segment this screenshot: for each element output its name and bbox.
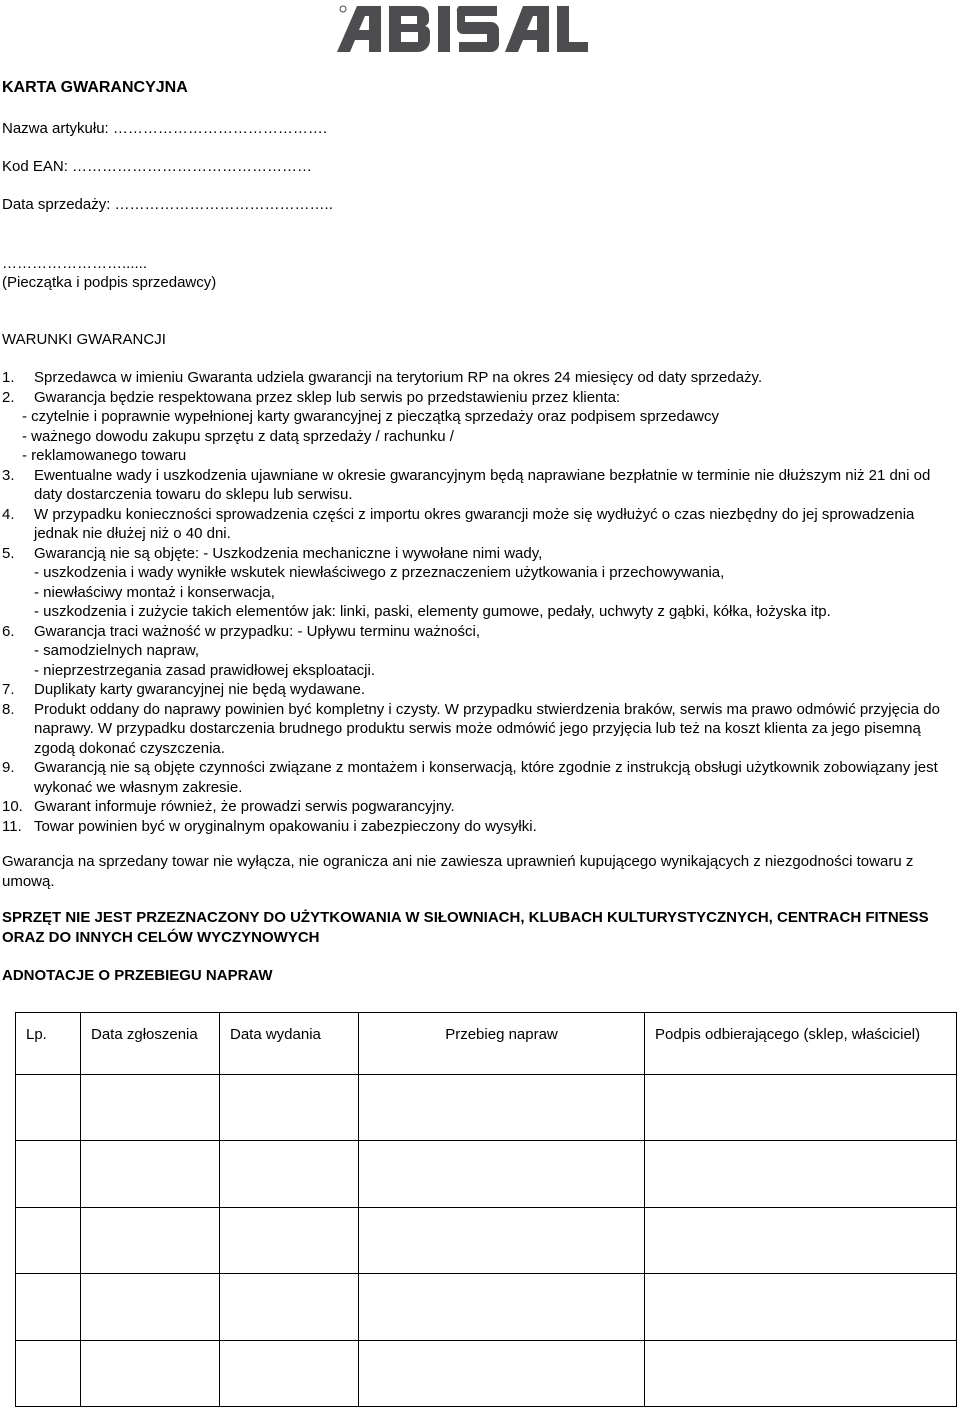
condition-number: 3. xyxy=(2,466,15,484)
condition-item xyxy=(2,368,952,388)
abisal-logo-graphic xyxy=(335,0,590,56)
table-cell[interactable] xyxy=(16,1141,81,1207)
table-cell[interactable] xyxy=(81,1075,220,1141)
consumer-rights-note: Gwarancja na sprzedany towar nie wyłącza, nie ogranicza ani nie zawiesza uprawnień kupującego wynikających z niezgodności towaru z umową. xyxy=(2,853,914,890)
table-cell[interactable] xyxy=(645,1340,957,1406)
condition-text: - samodzielnych napraw, xyxy=(34,642,200,659)
condition-item xyxy=(2,797,952,817)
condition-number: 6. xyxy=(2,622,15,640)
table-cell[interactable] xyxy=(16,1075,81,1141)
repairs-heading: ADNOTACJE O PRZEBIEGU NAPRAW xyxy=(2,967,273,984)
condition-item xyxy=(2,758,952,797)
table-cell[interactable] xyxy=(220,1075,359,1141)
condition-number: 11. xyxy=(2,817,22,835)
condition-text: - niewłaściwy montaż i konserwacja, xyxy=(34,583,275,601)
condition-text: Duplikaty karty gwarancyjnej nie będą wydawane. xyxy=(34,681,366,698)
table-cell[interactable] xyxy=(220,1207,359,1273)
condition-text: Gwarancją nie są objęte czynności związane z montażem i konserwacją, które zgodnie z instrukcją obsługi użytkownik zobowiązany jest wykonać we własnym zakresie. xyxy=(34,759,938,796)
table-cell[interactable] xyxy=(16,1207,81,1273)
stamp-signature-caption: (Pieczątka i podpis sprzedawcy) xyxy=(2,274,217,291)
condition-subitem xyxy=(2,446,952,466)
column-header-recipient-signature: Podpis odbierającego (sklep, właściciel) xyxy=(645,1013,957,1075)
abisal-logo xyxy=(335,0,590,56)
table-row xyxy=(16,1274,957,1340)
repairs-table xyxy=(15,1012,957,1407)
table-row xyxy=(16,1340,957,1406)
table-cell[interactable] xyxy=(16,1274,81,1340)
condition-item xyxy=(2,505,952,544)
condition-text: Sprzedawca w imieniu Gwaranta udziela gwarancji na terytorium RP na okres 24 miesięcy od daty sprzedaży. xyxy=(34,369,763,386)
column-header-release-date: Data wydania xyxy=(220,1013,359,1075)
condition-number: 7. xyxy=(2,681,15,698)
table-cell[interactable] xyxy=(359,1075,645,1141)
table-cell[interactable] xyxy=(359,1141,645,1207)
table-cell[interactable] xyxy=(220,1141,359,1207)
condition-item xyxy=(2,466,952,505)
table-header-row xyxy=(16,1013,957,1075)
condition-item xyxy=(2,680,952,700)
condition-subitem xyxy=(2,563,952,583)
sale-date-field: Data sprzedaży: …………………………………….. xyxy=(2,196,333,213)
table-row xyxy=(16,1141,957,1207)
condition-text: - uszkodzenia i zużycie takich elementów jak: linki, paski, elementy gumowe, pedały, uchwyty z gąbki, kółka, łożyska itp. xyxy=(34,603,831,620)
condition-text: W przypadku konieczności sprowadzenia części z importu okres gwarancji może się wydłużyć o czas niezbędny do jej sprowadzenia jednak nie dłużej niż o 40 dni. xyxy=(34,505,915,542)
condition-text: Produkt oddany do naprawy powinien być kompletny i czysty. W przypadku stwierdzenia braków, serwis ma prawo odmówić przyjęcia do naprawy. W przypadku dostarczenia brudnego produktu serwis może odmówić jego przyjęcia lub też na koszt klienta za jego pisemną zgodą dokonać czyszczenia. xyxy=(34,700,940,757)
condition-subitem xyxy=(2,583,952,603)
table-row xyxy=(16,1207,957,1273)
article-name-field: Nazwa artykułu: ……………………………………. xyxy=(2,120,328,137)
table-cell[interactable] xyxy=(81,1340,220,1406)
condition-number: 4. xyxy=(2,505,15,523)
condition-number: 8. xyxy=(2,700,15,718)
condition-text: Towar powinien być w oryginalnym opakowaniu i zabezpieczony do wysyłki. xyxy=(34,817,537,835)
condition-item xyxy=(2,622,952,642)
condition-text: Ewentualne wady i uszkodzenia ujawniane w okresie gwarancyjnym będą naprawiane bezpłatnie w terminie nie dłuższym niż 21 dni od daty dostarczenia towaru do sklepu lub serwisu. xyxy=(34,466,931,503)
condition-number: 9. xyxy=(2,759,15,776)
table-cell[interactable] xyxy=(359,1340,645,1406)
table-cell[interactable] xyxy=(220,1340,359,1406)
condition-number: 1. xyxy=(2,369,15,386)
stamp-signature-line: ……………………...... xyxy=(2,255,148,272)
condition-text: - uszkodzenia i wady wynikłe wskutek niewłaściwego z przeznaczeniem użytkowania i przechowywania, xyxy=(34,564,725,581)
table-cell[interactable] xyxy=(220,1274,359,1340)
conditions-list xyxy=(2,368,952,836)
column-header-report-date: Data zgłoszenia xyxy=(81,1013,220,1075)
column-header-lp: Lp. xyxy=(16,1013,81,1075)
table-cell[interactable] xyxy=(81,1207,220,1273)
table-cell[interactable] xyxy=(645,1141,957,1207)
condition-text: Gwarancją nie są objęte: - Uszkodzenia mechaniczne i wywołane nimi wady, xyxy=(34,544,543,562)
table-cell[interactable] xyxy=(359,1207,645,1273)
table-cell[interactable] xyxy=(359,1274,645,1340)
table-cell[interactable] xyxy=(645,1207,957,1273)
table-cell[interactable] xyxy=(81,1141,220,1207)
condition-number: 5. xyxy=(2,544,15,562)
table-cell[interactable] xyxy=(81,1274,220,1340)
condition-text: - nieprzestrzegania zasad prawidłowej eksploatacji. xyxy=(34,661,376,679)
condition-subitem xyxy=(2,661,952,681)
condition-subitem xyxy=(2,641,952,661)
table-cell[interactable] xyxy=(645,1274,957,1340)
conditions-heading: WARUNKI GWARANCJI xyxy=(2,331,166,348)
condition-subitem xyxy=(2,407,952,427)
condition-subitem xyxy=(2,602,952,622)
condition-item xyxy=(2,817,952,837)
card-title: KARTA GWARANCYJNA xyxy=(2,79,188,96)
condition-text: Gwarancja będzie respektowana przez sklep lub serwis po przedstawieniu przez klienta: xyxy=(34,388,621,406)
ean-code-field: Kod EAN: ………………………………………… xyxy=(2,158,313,175)
usage-warning: SPRZĘT NIE JEST PRZEZNACZONY DO UŻYTKOWANIA W SIŁOWNIACH, KLUBACH KULTURYSTYCZNYCH, CENTRACH FITNESS ORAZ DO INNYCH CELÓW WYCZYNOWYCH xyxy=(2,909,929,946)
condition-text: - czytelnie i poprawnie wypełnionej karty gwarancyjnej z pieczątką sprzedaży oraz podpisem sprzedawcy xyxy=(22,408,719,425)
condition-text: Gwarancja traci ważność w przypadku: - Upływu terminu ważności, xyxy=(34,622,480,640)
condition-text: Gwarant informuje również, że prowadzi serwis pogwarancyjny. xyxy=(34,798,455,815)
condition-item xyxy=(2,700,952,759)
table-cell[interactable] xyxy=(16,1340,81,1406)
condition-number: 2. xyxy=(2,388,15,406)
column-header-repair-course: Przebieg napraw xyxy=(359,1013,645,1075)
condition-subitem xyxy=(2,427,952,447)
condition-text: - ważnego dowodu zakupu sprzętu z datą sprzedaży / rachunku / xyxy=(22,427,454,445)
condition-item xyxy=(2,544,952,564)
condition-number: 10. xyxy=(2,798,23,815)
condition-item xyxy=(2,388,952,408)
table-row xyxy=(16,1075,957,1141)
condition-text: - reklamowanego towaru xyxy=(22,447,187,464)
table-cell[interactable] xyxy=(645,1075,957,1141)
